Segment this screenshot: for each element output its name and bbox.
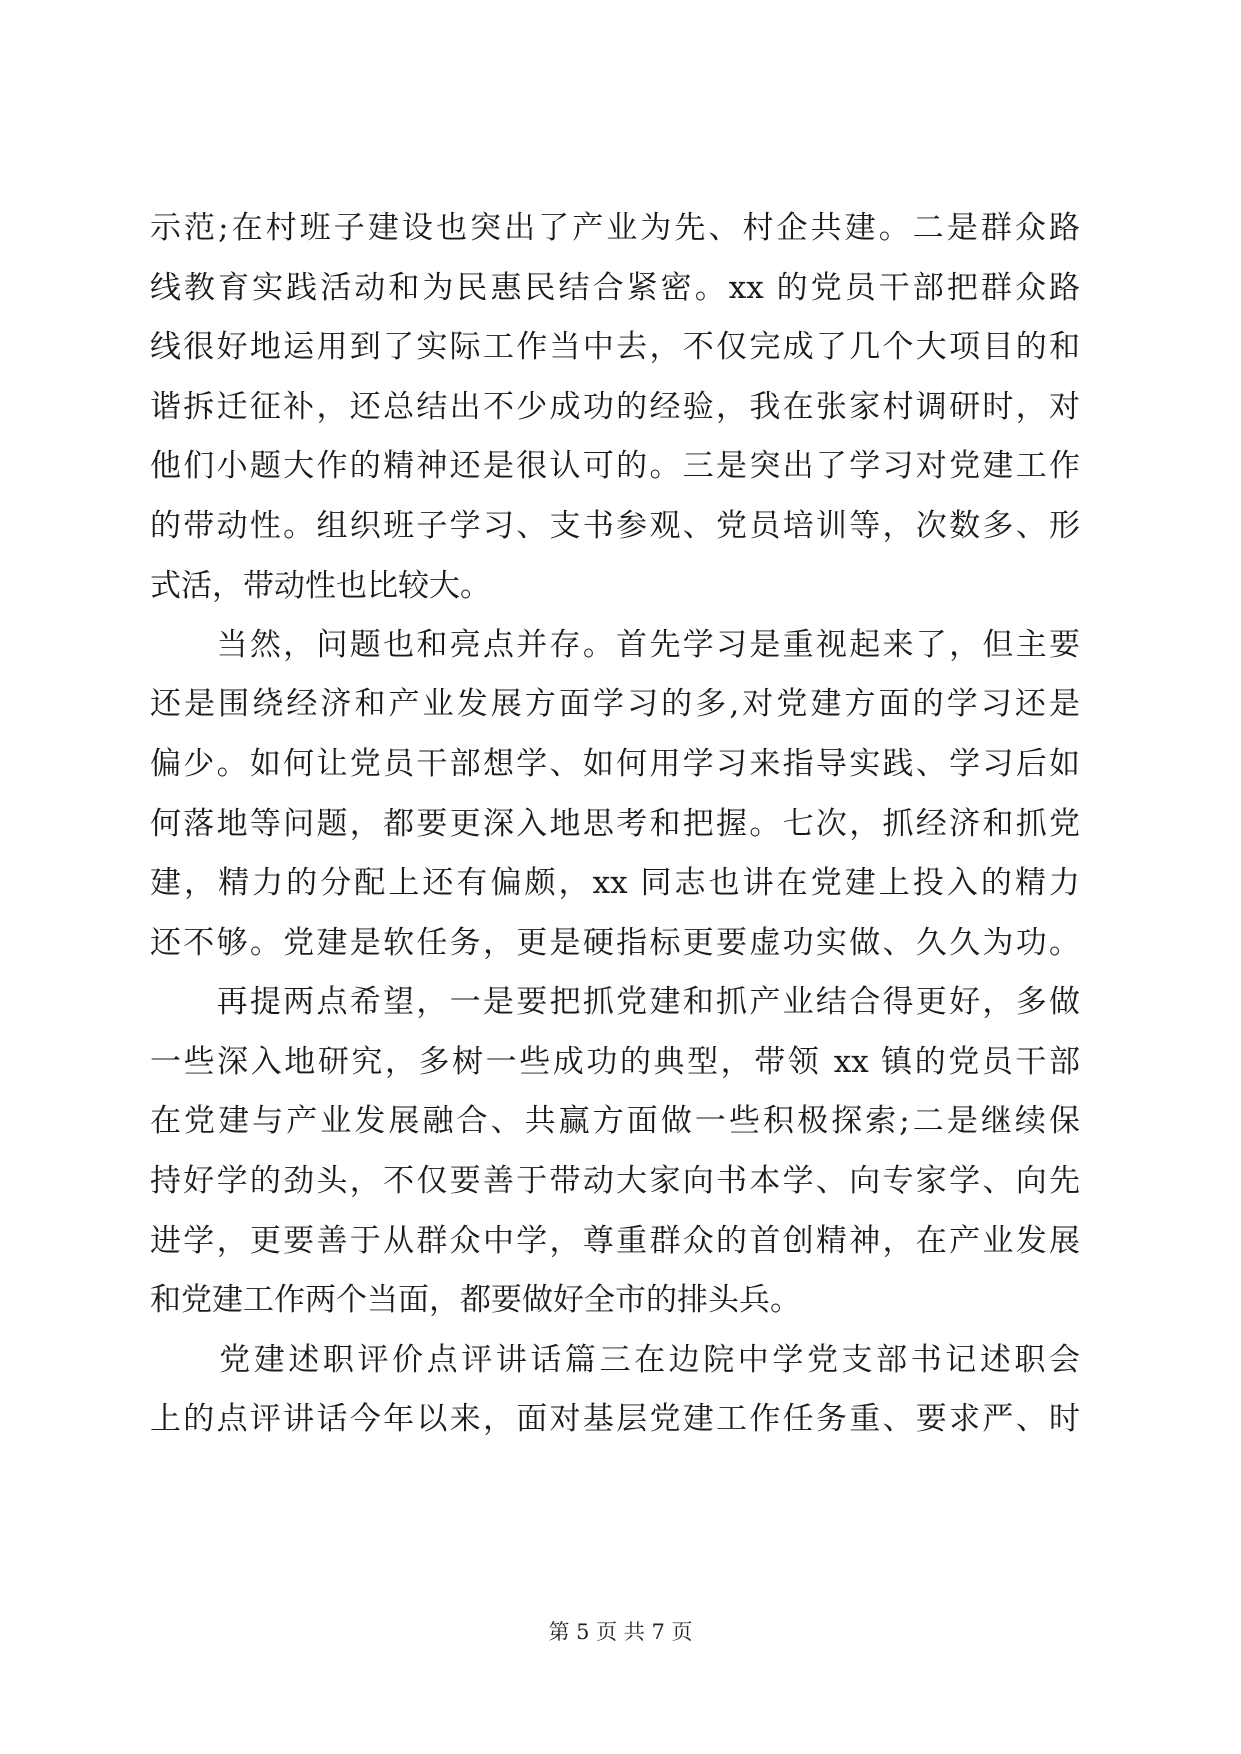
text-line: 式活，带动性也比较大。 [150, 568, 491, 604]
text-line: 党建述职评价点评讲话篇三在边院中学党支部书记述职会 [150, 1342, 1080, 1378]
text-line: 线教育实践活动和为民惠民结合紧密。xx 的党员干部把群众路 [150, 270, 1080, 306]
text-line: 在党建与产业发展融合、共赢方面做一些积极探索;二是继续保 [150, 1103, 1080, 1139]
text-line: 建，精力的分配上还有偏颇，xx 同志也讲在党建上投入的精力 [150, 865, 1080, 901]
text-line: 偏少。如何让党员干部想学、如何用学习来指导实践、学习后如 [150, 746, 1080, 782]
text-line: 还是围绕经济和产业发展方面学习的多,对党建方面的学习还是 [150, 686, 1080, 722]
text-line: 当然，问题也和亮点并存。首先学习是重视起来了，但主要 [150, 627, 1080, 663]
text-line: 线很好地运用到了实际工作当中去，不仅完成了几个大项目的和 [150, 329, 1080, 365]
text-line: 再提两点希望，一是要把抓党建和抓产业结合得更好，多做 [150, 984, 1080, 1020]
text-line: 上的点评讲话今年以来，面对基层党建工作任务重、要求严、时 [150, 1401, 1080, 1437]
text-line: 他们小题大作的精神还是很认可的。三是突出了学习对党建工作 [150, 448, 1080, 484]
text-line: 持好学的劲头，不仅要善于带动大家向书本学、向专家学、向先 [150, 1163, 1080, 1199]
text-line: 进学，更要善于从群众中学，尊重群众的首创精神，在产业发展 [150, 1223, 1080, 1259]
text-line: 还不够。党建是软任务，更是硬指标更要虚功实做、久久为功。 [150, 925, 1080, 961]
page-footer: 第 5 页 共 7 页 [548, 1620, 693, 1644]
text-line: 和党建工作两个当面，都要做好全市的排头兵。 [150, 1282, 801, 1318]
text-line: 谐拆迁征补，还总结出不少成功的经验，我在张家村调研时，对 [150, 389, 1080, 425]
text-line: 何落地等问题，都要更深入地思考和把握。七次，抓经济和抓党 [150, 806, 1080, 842]
text-line: 的带动性。组织班子学习、支书参观、党员培训等，次数多、形 [150, 508, 1080, 544]
text-line: 一些深入地研究，多树一些成功的典型，带领 xx 镇的党员干部 [150, 1044, 1080, 1080]
text-line: 示范;在村班子建设也突出了产业为先、村企共建。二是群众路 [150, 210, 1080, 246]
